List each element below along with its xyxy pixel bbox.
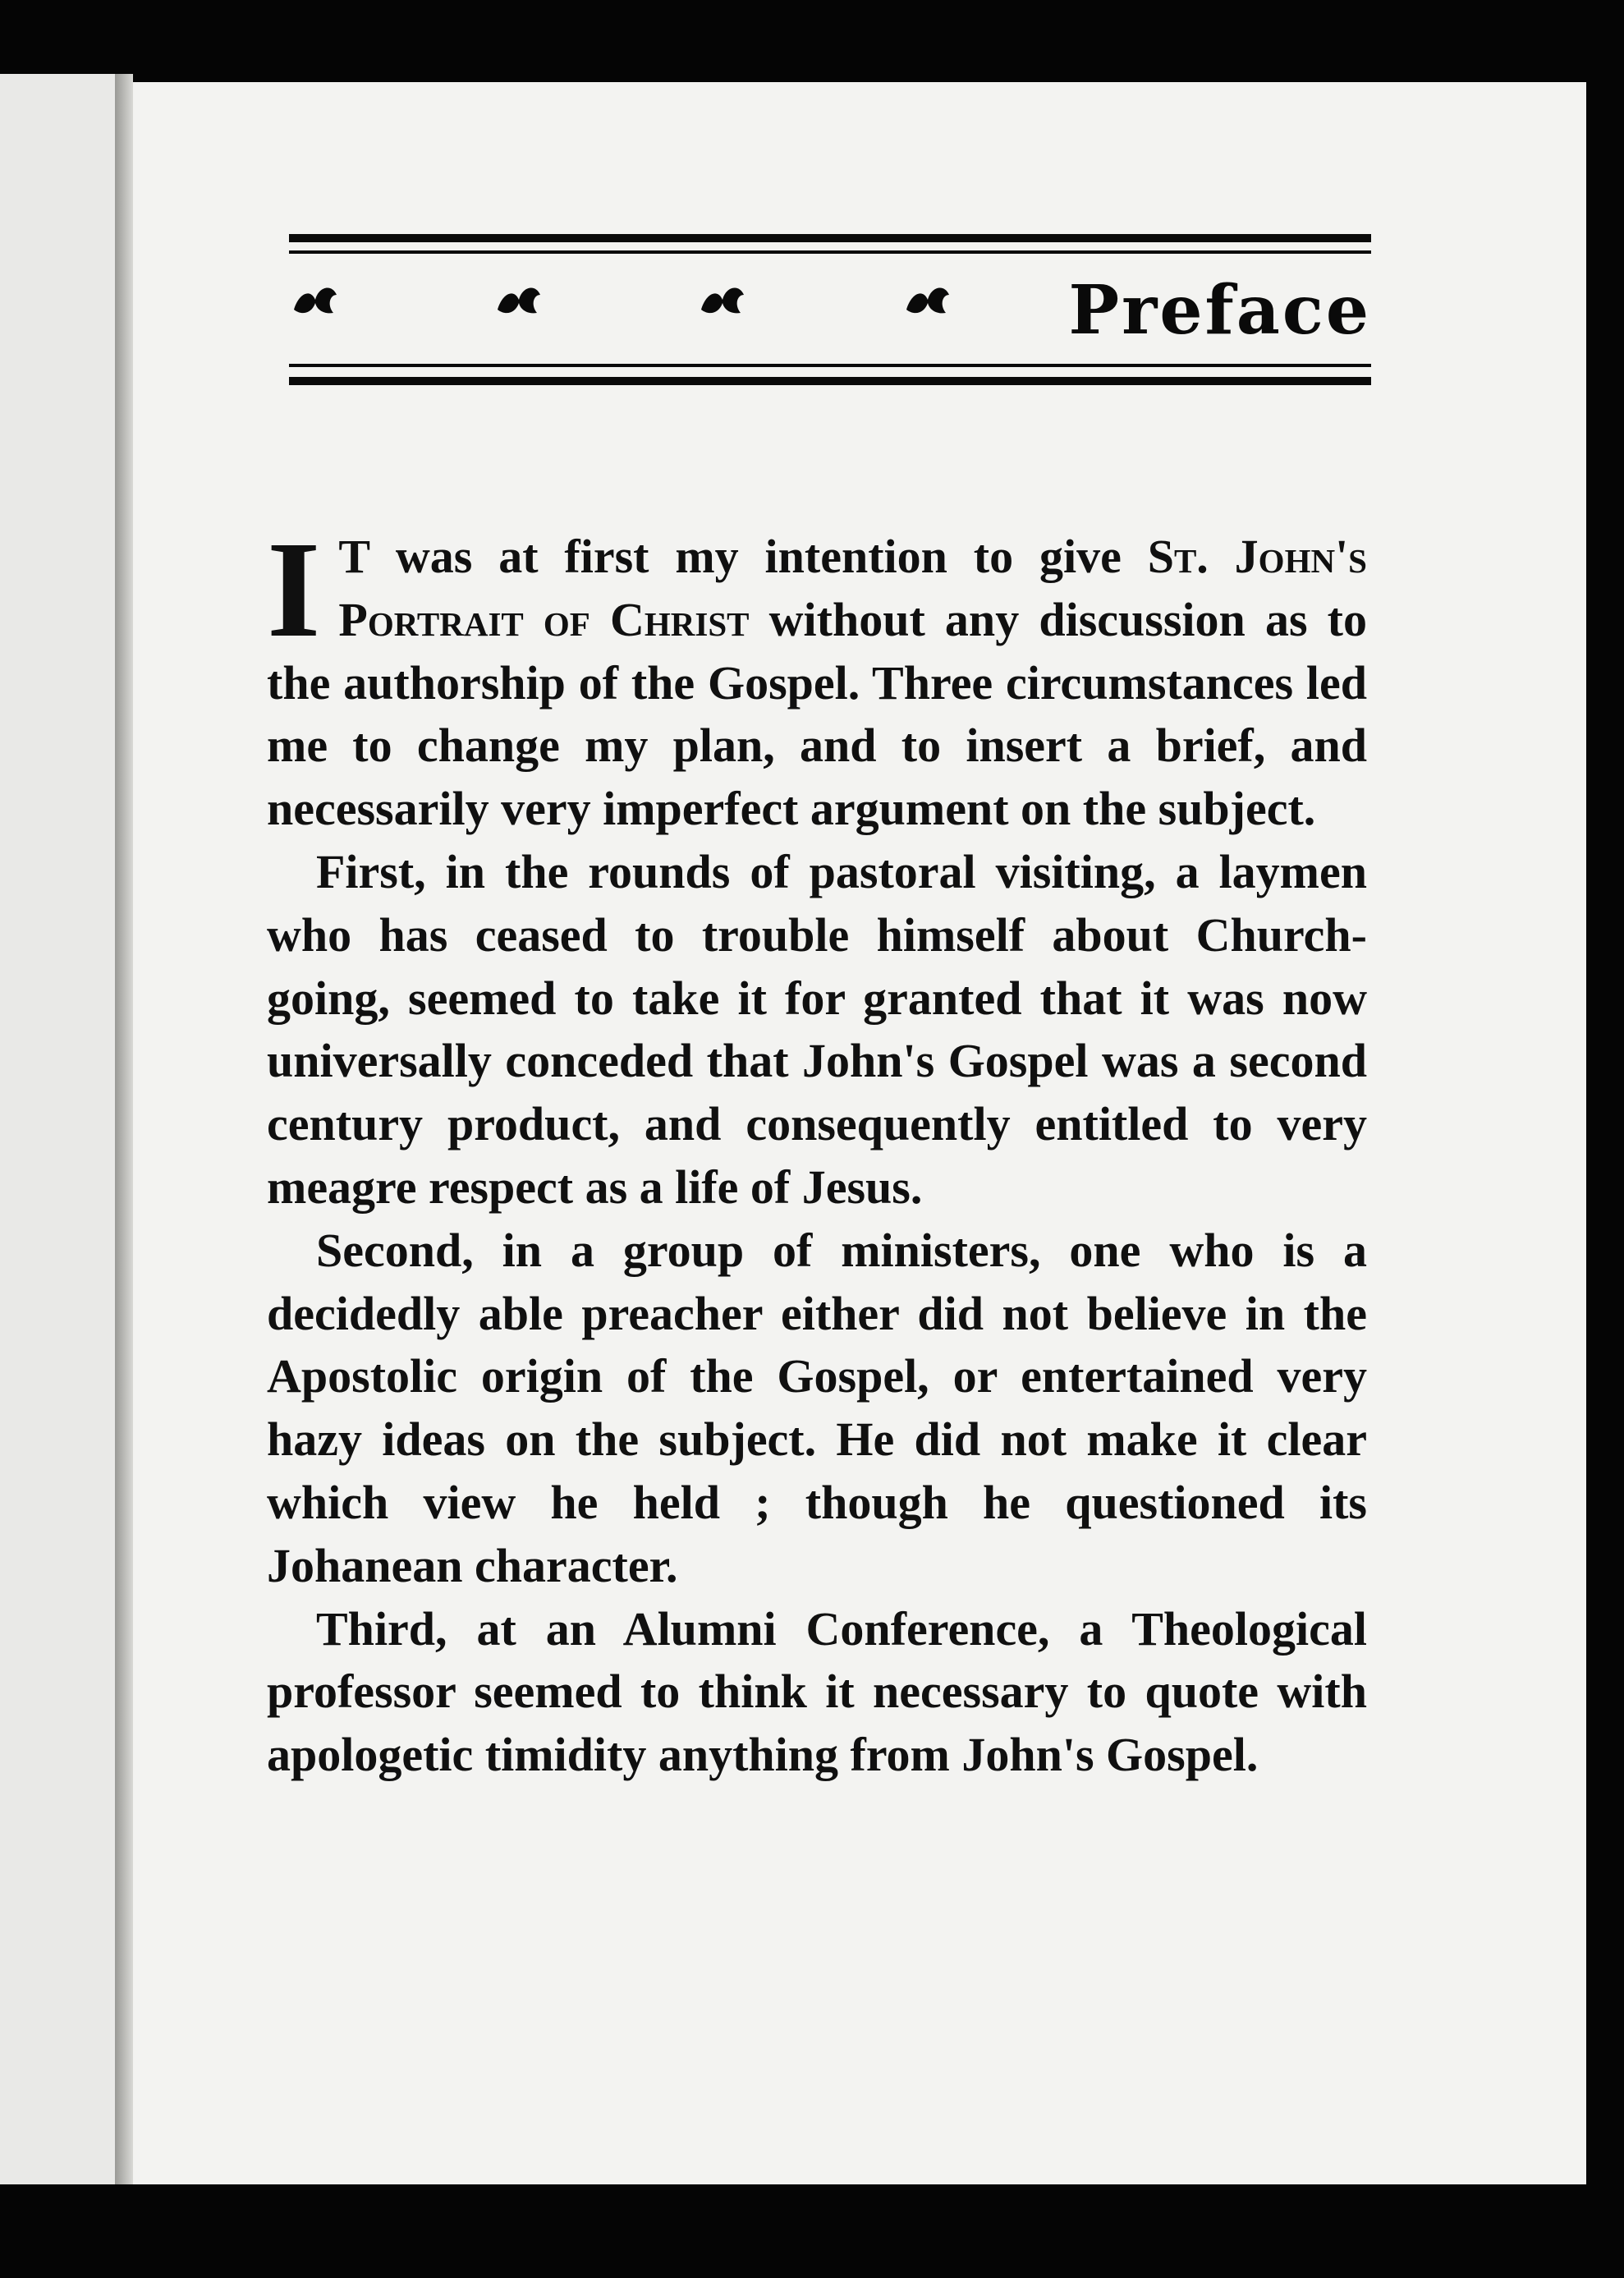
book-gutter: [115, 74, 133, 2184]
ornament-row: [289, 265, 1371, 356]
leaf-ornament-icon: [291, 277, 340, 319]
leaf-ornament-icon: [698, 277, 747, 319]
top-rule-thin: [289, 250, 1371, 254]
preface-body: [267, 513, 1367, 1787]
leaf-ornament-icon: [903, 277, 952, 319]
paragraph-3: Second, in a group of ministers, one who is a decidedly able preacher either did not believe in the Apostolic origin of the Gospel, or entertained very hazy ideas on the subject. He did not make it clear which view he held ; though he questioned its Johanean character.: [267, 1223, 1367, 1592]
paragraph-1-end: without any discussion as to the authorship of the Gospel. Three circumstances led me to change my plan, and to insert a brief, and necessarily very imperfect argument on the subject.: [267, 592, 1367, 836]
paragraph-1-start: T was at first my in⁠tention to give: [338, 530, 1148, 583]
bottom-rule-thick: [289, 377, 1371, 385]
leaf-ornament-icon: [494, 277, 544, 319]
paragraph-2: First, in the rounds of pastoral visiting, a laymen who has ceased to trouble himself about Church-going, seemed to take it for granted that it was now universally conceded that John's Gospel was a second century product, and consequently entitled to very meagre respect as a life of Jesus.: [267, 844, 1367, 1214]
book-title: St. John's Portrait of Christ: [338, 530, 1367, 646]
paragraph-1: [267, 513, 1367, 841]
top-rule-thick: [289, 234, 1371, 242]
paragraph-4: Third, at an Alumni Conference, a Theological professor seemed to think it necessary to quote with apologetic timidity anything from John's Gospel.: [267, 1601, 1367, 1782]
drop-cap: I: [267, 513, 321, 666]
preface-heading: Preface: [1068, 271, 1371, 350]
bottom-rule-thin: [289, 364, 1371, 367]
left-page-edge: [0, 74, 115, 2184]
preface-banner: [289, 234, 1371, 390]
